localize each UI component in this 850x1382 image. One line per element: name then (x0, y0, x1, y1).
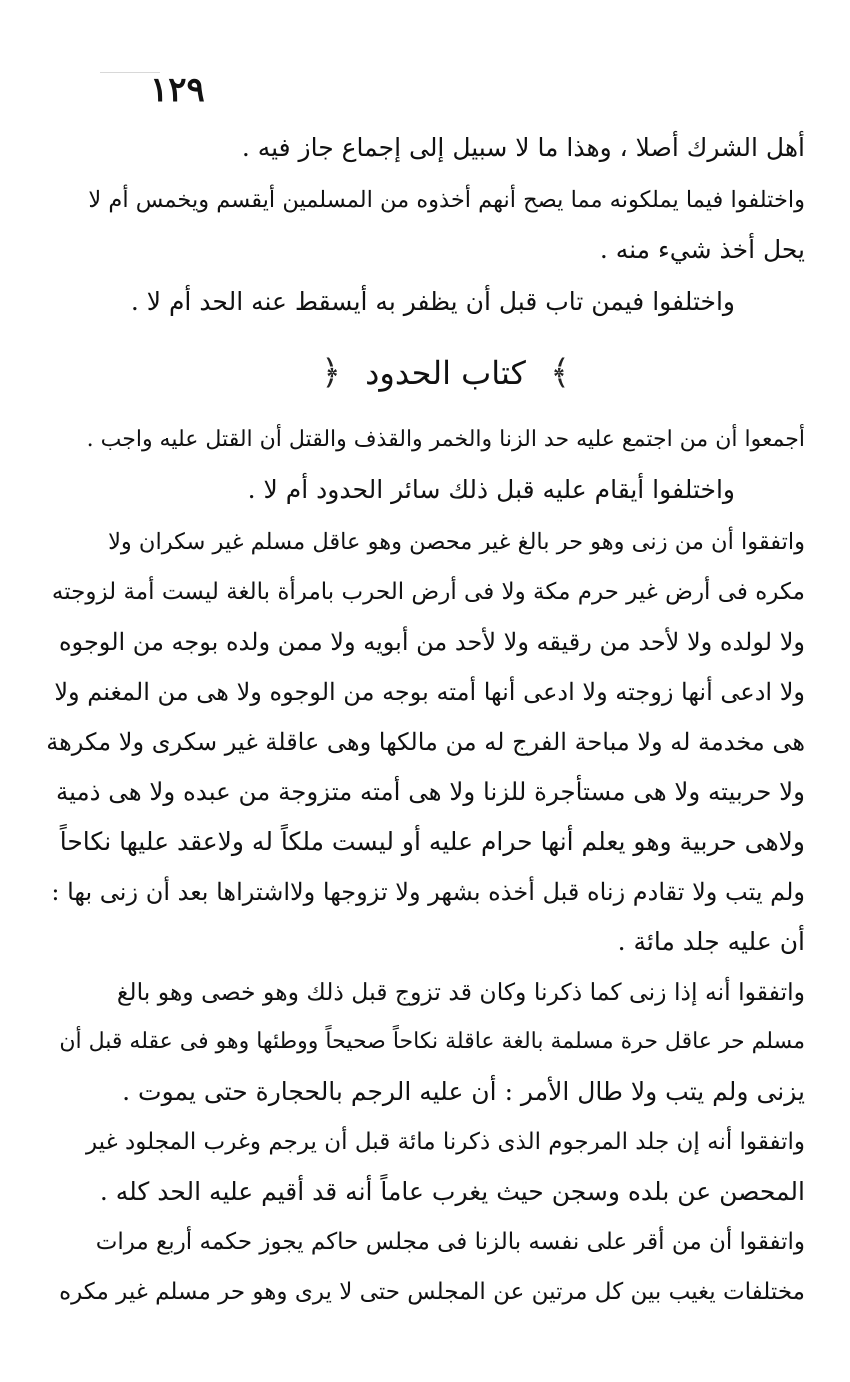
text-line-2: واختلفوا فيما يملكونه مما يصح أنهم أخذوه من المسلمين أيقسم ويخمس أم لا (88, 187, 805, 213)
text-line-19: واتفقوا أنه إن جلد المرجوم الذى ذكرنا مائة قبل أن يرجم وغرب المجلود غير (85, 1129, 805, 1155)
text-line-11: هى مخدمة له ولا مباحة الفرج له من مالكها وهى عاقلة غير سكرى ولا مكرهة (46, 728, 805, 756)
text-line-21: واتفقوا أن من أقر على نفسه بالزنا فى مجلس حاكم يجوز حكمه أربع مرات (95, 1229, 805, 1255)
text-line-7: واتفقوا أن من زنى وهو حر بالغ غير محصن وهو عاقل مسلم غير سكران ولا (108, 529, 805, 555)
text-line-16: واتفقوا أنه إذا زنى كما ذكرنا وكان قد تزوج قبل ذلك وهو خصى وهو بالغ (116, 978, 805, 1006)
text-line-20: المحصن عن بلده وسجن حيث يغرب عاماً أنه قد أقيم عليه الحد كله . (99, 1177, 805, 1206)
text-line-13: ولاهى حربية وهو يعلم أنها حرام عليه أو ليست ملكاً له ولاعقد عليها نكاحاً (59, 827, 805, 856)
text-line-10: ولا ادعى أنها زوجته ولا ادعى أنها أمته بوجه من الوجوه ولا هى من المغنم ولا (54, 678, 805, 706)
text-line-18: يزنى ولم يتب ولا طال الأمر : أن عليه الرجم بالحجارة حتى يموت . (122, 1077, 805, 1106)
text-line-15: أن عليه جلد مائة . (617, 927, 805, 956)
text-line-22: مختلفات يغيب بين كل مرتين عن المجلس حتى لا يرى وهو حر مسلم غير مكره (59, 1279, 805, 1305)
text-line-5: أجمعوا أن من اجتمع عليه حد الزنا والخمر والقذف والقتل أن القتل عليه واجب . (86, 427, 805, 452)
text-line-12: ولا حربيته ولا هى مستأجرة للزنا ولا هى أمته متزوجة من عبده ولا هى ذمية (55, 777, 805, 806)
text-line-6: واختلفوا أيقام عليه قبل ذلك سائر الحدود أم لا . (247, 475, 735, 504)
section-title: كتاب الحدود (365, 353, 526, 392)
right-ornament-icon: ﴿ (321, 352, 341, 393)
text-line-1: أهل الشرك أصلا ، وهذا ما لا سبيل إلى إجماع جاز فيه . (241, 133, 805, 162)
text-line-4: واختلفوا فيمن تاب قبل أن يظفر به أيسقط عنه الحد أم لا . (130, 287, 735, 316)
page-number: ١٢٩ (150, 70, 205, 110)
text-line-8: مكره فى أرض غير حرم مكة ولا فى أرض الحرب بامرأة بالغة ليست أمة لزوجته (51, 579, 805, 605)
text-line-17: مسلم حر عاقل حرة مسلمة بالغة عاقلة نكاحاً صحيحاً ووطئها وهو فى عقله قبل أن (59, 1029, 805, 1054)
text-line-9: ولا لولده ولا لأحد من رقيقه ولا لأحد من أبويه ولا ممن ولده بوجه من الوجوه (58, 628, 805, 656)
text-line-3: يحل أخذ شيء منه . (599, 235, 805, 264)
left-ornament-icon: ﴾ (550, 352, 570, 393)
text-line-14: ولم يتب ولا تقادم زناه قبل أخذه بشهر ولا تزوجها ولااشتراها بعد أن زنى بها : (51, 878, 805, 906)
section-heading (321, 340, 570, 400)
